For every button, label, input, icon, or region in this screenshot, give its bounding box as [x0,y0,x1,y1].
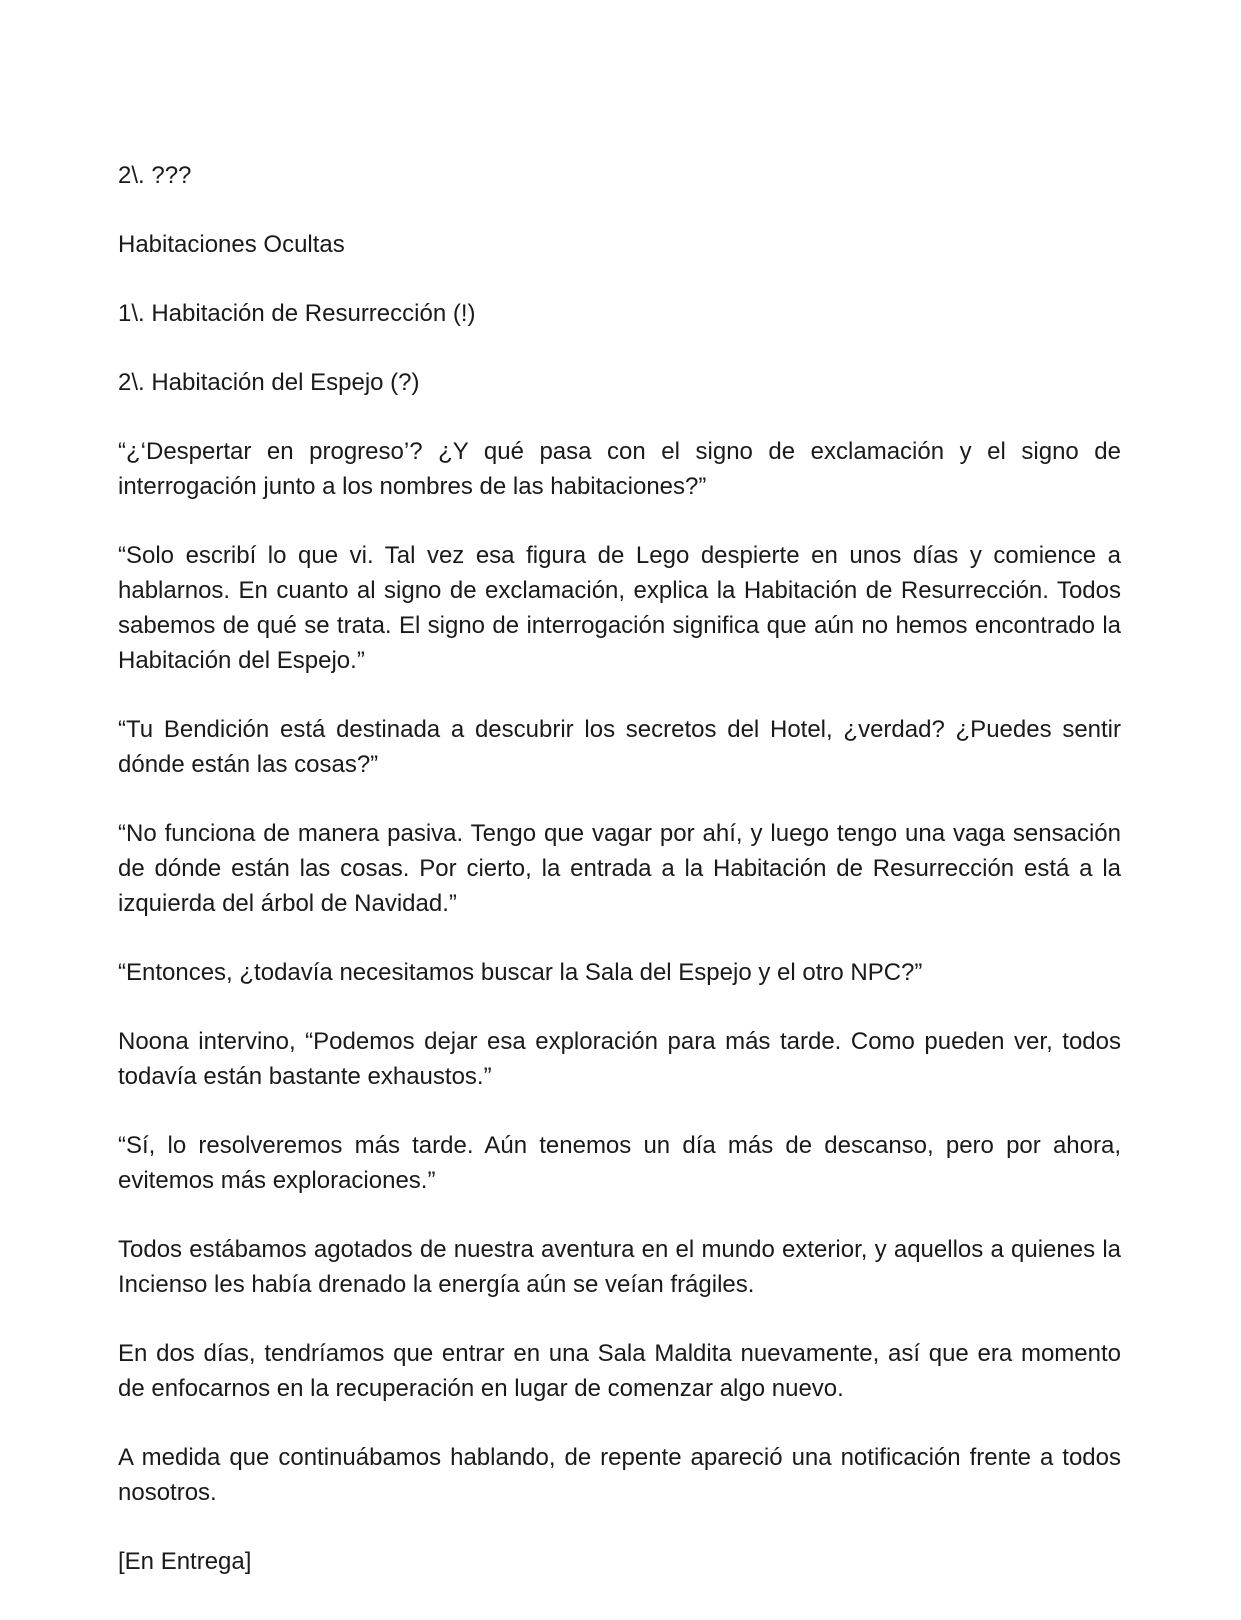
paragraph: A medida que continuábamos hablando, de repente apareció una notificación frente a todos nosotros. [118,1444,1121,1506]
paragraph: “Sí, lo resolveremos más tarde. Aún tenemos un día más de descanso, pero por ahora, evitemos más exploraciones.” [118,1132,1121,1194]
paragraph: “¿‘Despertar en progreso’? ¿Y qué pasa con el signo de exclamación y el signo de interrogación junto a los nombres de las habitaciones?” [118,438,1121,500]
section-heading-hidden-rooms: Habitaciones Ocultas [118,231,345,258]
paragraph: “Tu Bendición está destinada a descubrir los secretos del Hotel, ¿verdad? ¿Puedes sentir dónde están las cosas?” [118,716,1121,778]
paragraph: “No funciona de manera pasiva. Tengo que vagar por ahí, y luego tengo una vaga sensación de dónde están las cosas. Por cierto, la entrada a la Habitación de Resurrección está a la izquierda del árbol de Navidad.” [118,820,1121,917]
paragraph: “Entonces, ¿todavía necesitamos buscar la Sala del Espejo y el otro NPC?” [118,959,923,986]
paragraph: Noona intervino, “Podemos dejar esa exploración para más tarde. Como pueden ver, todos todavía están bastante exhaustos.” [118,1028,1121,1090]
list-item-resurrection-room: 1\. Habitación de Resurrección (!) [118,300,476,327]
paragraph: “Solo escribí lo que vi. Tal vez esa figura de Lego despierte en unos días y comience a hablarnos. En cuanto al signo de exclamación, explica la Habitación de Resurrección. Todos sabemos de qué se trata. El signo de interrogación significa que aún no hemos encontrado la Habitación del Espejo.” [118,542,1121,674]
notification-line: [En Entrega] [118,1548,252,1575]
paragraph: Todos estábamos agotados de nuestra aventura en el mundo exterior, y aquellos a quienes la Incienso les había drenado la energía aún se veían frágiles. [118,1236,1121,1298]
list-item-header: 2\. ??? [118,162,192,189]
document-body [118,158,1121,1579]
paragraph: En dos días, tendríamos que entrar en una Sala Maldita nuevamente, así que era momento de enfocarnos en la recuperación en lugar de comenzar algo nuevo. [118,1340,1121,1402]
list-item-mirror-room: 2\. Habitación del Espejo (?) [118,369,420,396]
